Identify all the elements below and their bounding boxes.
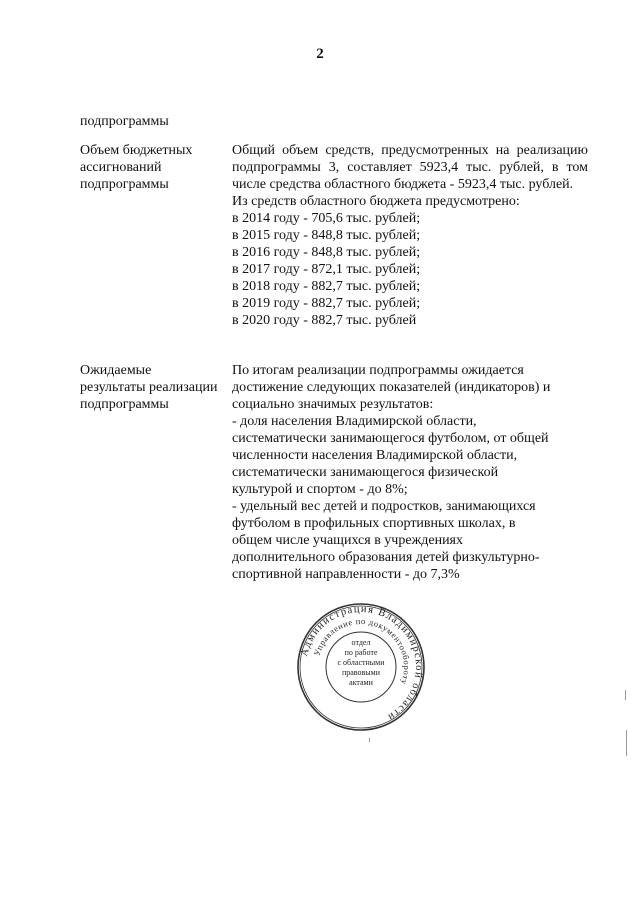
results-line: дополнительного образования детей физкультурно- xyxy=(232,550,540,565)
budget-label-line: Объем бюджетных xyxy=(80,143,193,158)
results-line: спортивной направленности - до 7,3% xyxy=(232,567,460,582)
scan-mark xyxy=(369,738,370,742)
budget-label-line: ассигнований xyxy=(80,160,162,175)
results-line: систематически занимающегося футболом, от общей xyxy=(232,431,549,446)
budget-intro: Общий объем средств, предусмотренных на реализацию подпрограммы 3, составляет 5923,4 тыс. рублей, в том числе средства областного бюджета - 5923,4 тыс. рублей. xyxy=(232,143,588,192)
results-line: футболом в профильных спортивных школах, в xyxy=(232,516,516,531)
budget-line: Из средств областного бюджета предусмотрено: xyxy=(232,194,520,209)
budget-label xyxy=(80,142,230,193)
results-line: социально значимых результатов: xyxy=(232,397,434,412)
results-line: По итогам реализации подпрограммы ожидается xyxy=(232,363,524,378)
results-line: - удельный вес детей и подростков, занимающихся xyxy=(232,499,536,514)
results-line: достижение следующих показателей (индикаторов) и xyxy=(232,380,551,395)
budget-year-line: в 2019 году - 882,7 тыс. рублей; xyxy=(232,296,421,311)
budget-text xyxy=(232,142,588,329)
results-label-line: результаты реализации xyxy=(80,380,218,395)
results-line: систематически занимающегося физической xyxy=(232,465,499,480)
scan-mark xyxy=(626,730,627,756)
budget-year-line: в 2014 году - 705,6 тыс. рублей; xyxy=(232,211,421,226)
seal-inner-text: Управление по документообороту xyxy=(311,615,413,687)
seal-outer-text: Администрация Владимирской области xyxy=(299,603,425,723)
budget-label-line: подпрограммы xyxy=(80,177,169,192)
results-text xyxy=(232,362,588,583)
results-label-line: подпрограммы xyxy=(80,397,169,412)
results-line: культурой и спортом - до 8%; xyxy=(232,482,408,497)
results-label xyxy=(80,362,230,413)
budget-year-line: в 2018 году - 882,7 тыс. рублей; xyxy=(232,279,421,294)
results-label-line: Ожидаемые xyxy=(80,363,152,378)
budget-year-line: в 2015 году - 848,8 тыс. рублей; xyxy=(232,228,421,243)
results-line: - доля населения Владимирской области, xyxy=(232,414,477,429)
results-line: численности населения Владимирской области, xyxy=(232,448,518,463)
budget-year-line: в 2016 году - 848,8 тыс. рублей; xyxy=(232,245,421,260)
budget-year-line: в 2017 году - 872,1 тыс. рублей; xyxy=(232,262,421,277)
official-seal xyxy=(296,602,426,732)
seal-center-line: отдел xyxy=(351,638,371,647)
scan-mark xyxy=(625,690,626,700)
page-number: 2 xyxy=(316,46,324,62)
continuation-label: подпрограммы xyxy=(80,114,169,129)
seal-center-line: актами xyxy=(349,678,373,687)
results-line: общем числе учащихся в учреждениях xyxy=(232,533,463,548)
seal-center-line: по работе xyxy=(344,648,378,657)
budget-year-line: в 2020 году - 882,7 тыс. рублей xyxy=(232,313,417,328)
seal-center-line: правовыми xyxy=(341,668,381,677)
seal-center-line: с областными xyxy=(337,658,385,667)
